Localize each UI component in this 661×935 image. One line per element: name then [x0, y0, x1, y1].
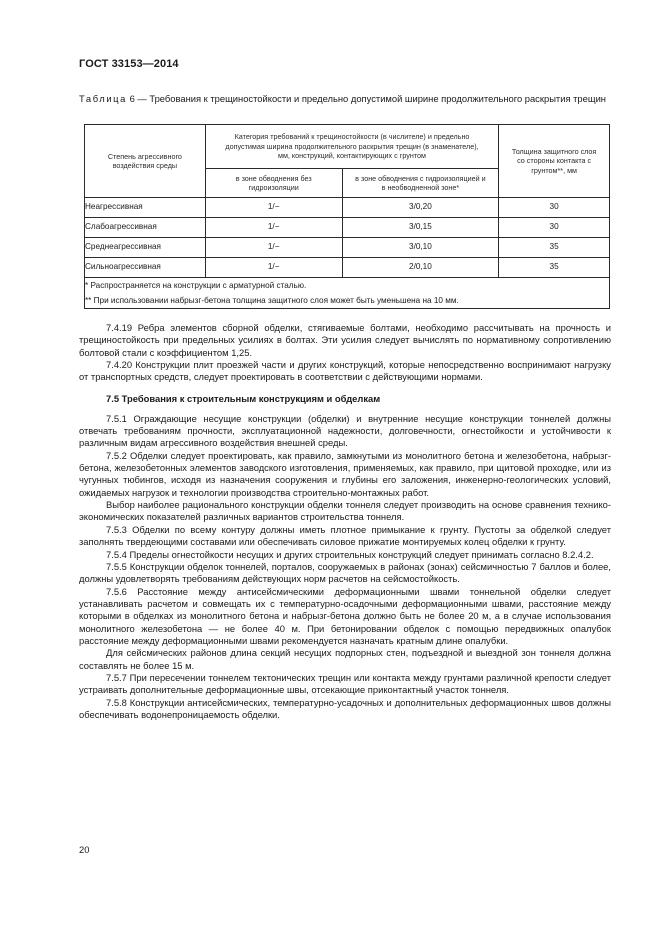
row-thickness: 30 — [499, 218, 610, 238]
row-value-no-insulation: 1/− — [205, 218, 342, 238]
row-value-with-insulation: 3/0,20 — [342, 198, 499, 218]
paragraph-7-5-2: 7.5.2 Обделки следует проектировать, как правило, замкнутыми из монолитного бетона и железобетона, набрызг-бетона, железобетонных элементов заводского изготовления, применяемых, как правило, при щитовой проходке, или из чугунных тюбингов, исходя из назначения сооружения и глубины его заложения, инженерно-геологических условий, ожидаемых нагрузок и технологии производства строительно-монтажных работ. — [79, 449, 611, 498]
row-value-no-insulation: 1/− — [205, 258, 342, 278]
row-thickness: 35 — [499, 238, 610, 258]
row-value-with-insulation: 3/0,15 — [342, 218, 499, 238]
paragraph-7-5-6-continued: Для сейсмических районов длина секций несущих подпорных стен, подъездной и выездной зон тоннеля должна составлять не более 15 м. — [79, 647, 611, 671]
table-row — [85, 258, 610, 278]
header-thickness: Толщина защитного слоя со стороны контакта с грунтом**, мм — [499, 125, 610, 198]
paragraph-7-5-3: 7.5.3 Обделки по всему контуру должны иметь плотное примыкание к грунту. Пустоты за обделкой следует заполнять твердеющими составами или обеспечивать силовое прижатие монтируемых колец обделки к грунту. — [79, 523, 611, 548]
document-code: ГОСТ 33153—2014 — [79, 58, 179, 70]
row-value-no-insulation: 1/− — [205, 238, 342, 258]
table-caption-text: 6 — Требования к трещиностойкости и предельно допустимой ширине продолжительного раскрытия трещин — [129, 93, 606, 104]
table-notes-row — [85, 278, 610, 309]
paragraph-7-4-19: 7.4.19 Ребра элементов сборной обделки, стягиваемые болтами, необходимо рассчитывать на прочность и трещиностойкость при предельных усилиях в болтах. Эти усилия следует вычислять по нормативному сопротивлению болтовой стали с коэффициентом 1,25. — [79, 322, 611, 358]
row-degree: Среднеагрессивная — [85, 238, 206, 258]
table-row — [85, 198, 610, 218]
paragraph-7-5-7: 7.5.7 При пересечении тоннелем тектонических трещин или контакта между грунтами различной крепости следует устраивать дополнительные деформационные швы, отсекающие приконтактный участок тоннеля. — [79, 671, 611, 696]
table-note-2: ** При использовании набрызг-бетона толщина защитного слоя может быть уменьшена на 10 мм. — [85, 296, 459, 305]
header-zone-no-insulation: в зоне обводнения без гидроизоляции — [205, 169, 342, 198]
row-thickness: 35 — [499, 258, 610, 278]
header-zone-with-insulation: в зоне обводнения с гидроизоляцией и в необводненной зоне* — [342, 169, 499, 198]
paragraph-7-5-6: 7.5.6 Расстояние между антисейсмическими деформационными швами тоннельной обделки следует устанавливать расчетом и совмещать их с температурно-осадочными деформационными швами, расстояние между которыми в обделках из монолитного бетона и набрызг-бетона должно быть не более 20 м, а в случае использования монолитного железобетона — не более 40 м. При бетонировании обделок с помощью передвижных опалубок расстояние между деформационными швами рекомендуется назначать кратным длине опалубки. — [79, 585, 611, 646]
table-row — [85, 218, 610, 238]
table-caption-label: Таблица — [79, 93, 127, 104]
row-value-with-insulation: 2/0,10 — [342, 258, 499, 278]
row-value-with-insulation: 3/0,10 — [342, 238, 499, 258]
paragraph-7-5-8: 7.5.8 Конструкции антисейсмических, температурно-усадочных и дополнительных деформационных швов должны обеспечивать водонепроницаемость обделки. — [79, 696, 611, 720]
header-degree: Степень агрессивного воздействия среды — [85, 125, 206, 198]
paragraph-7-4-20: 7.4.20 Конструкции плит проезжей части и других конструкций, которые непосредственно воспринимают нагрузку от транспортных средств, следует проектировать в соответствии с действующими нормами. — [79, 359, 611, 383]
table-note-1: * Распространяется на конструкции с арматурной сталью. — [85, 281, 307, 290]
section-title-7-5: 7.5 Требования к строительным конструкциям и обделкам — [106, 392, 381, 404]
body-text — [79, 322, 611, 721]
header-category: Категория требований к трещиностойкости (в числителе) и предельно допустимая ширина продолжительного раскрытия трещин (в знаменателе), мм, конструкций, контактирующих с грунтом — [205, 125, 498, 169]
row-degree: Сильноагрессивная — [85, 258, 206, 278]
page-number: 20 — [79, 844, 90, 855]
row-value-no-insulation: 1/− — [205, 198, 342, 218]
paragraph-7-5-1: 7.5.1 Ограждающие несущие конструкции (обделки) и внутренние несущие конструкции тоннелей должны отвечать требованиям прочности, эксплуатационной надежности, долговечности, огнестойкости и устойчивости к различным видам агрессивного воздействия внешней среды. — [79, 412, 611, 449]
paragraph-7-5-2-continued: Выбор наиболее рационального конструкции обделки тоннеля следует производить на основе сравнения технико-экономических показателей различных вариантов строительства тоннеля. — [79, 499, 611, 523]
requirements-table — [84, 124, 610, 309]
table-notes — [85, 278, 610, 309]
paragraph-7-5-5: 7.5.5 Конструкции обделок тоннелей, порталов, сооружаемых в районах (зонах) сейсмичностью 7 баллов и более, должны удовлетворять требованиям действующих норм расчетов на сейсмостойкость. — [79, 560, 611, 585]
row-degree: Слабоагрессивная — [85, 218, 206, 238]
row-degree: Неагрессивная — [85, 198, 206, 218]
table-caption — [79, 93, 611, 105]
row-thickness: 30 — [499, 198, 610, 218]
table-row — [85, 238, 610, 258]
paragraph-7-5-4: 7.5.4 Пределы огнестойкости несущих и других строительных конструкций следует принимать согласно 8.2.4.2. — [106, 548, 594, 560]
